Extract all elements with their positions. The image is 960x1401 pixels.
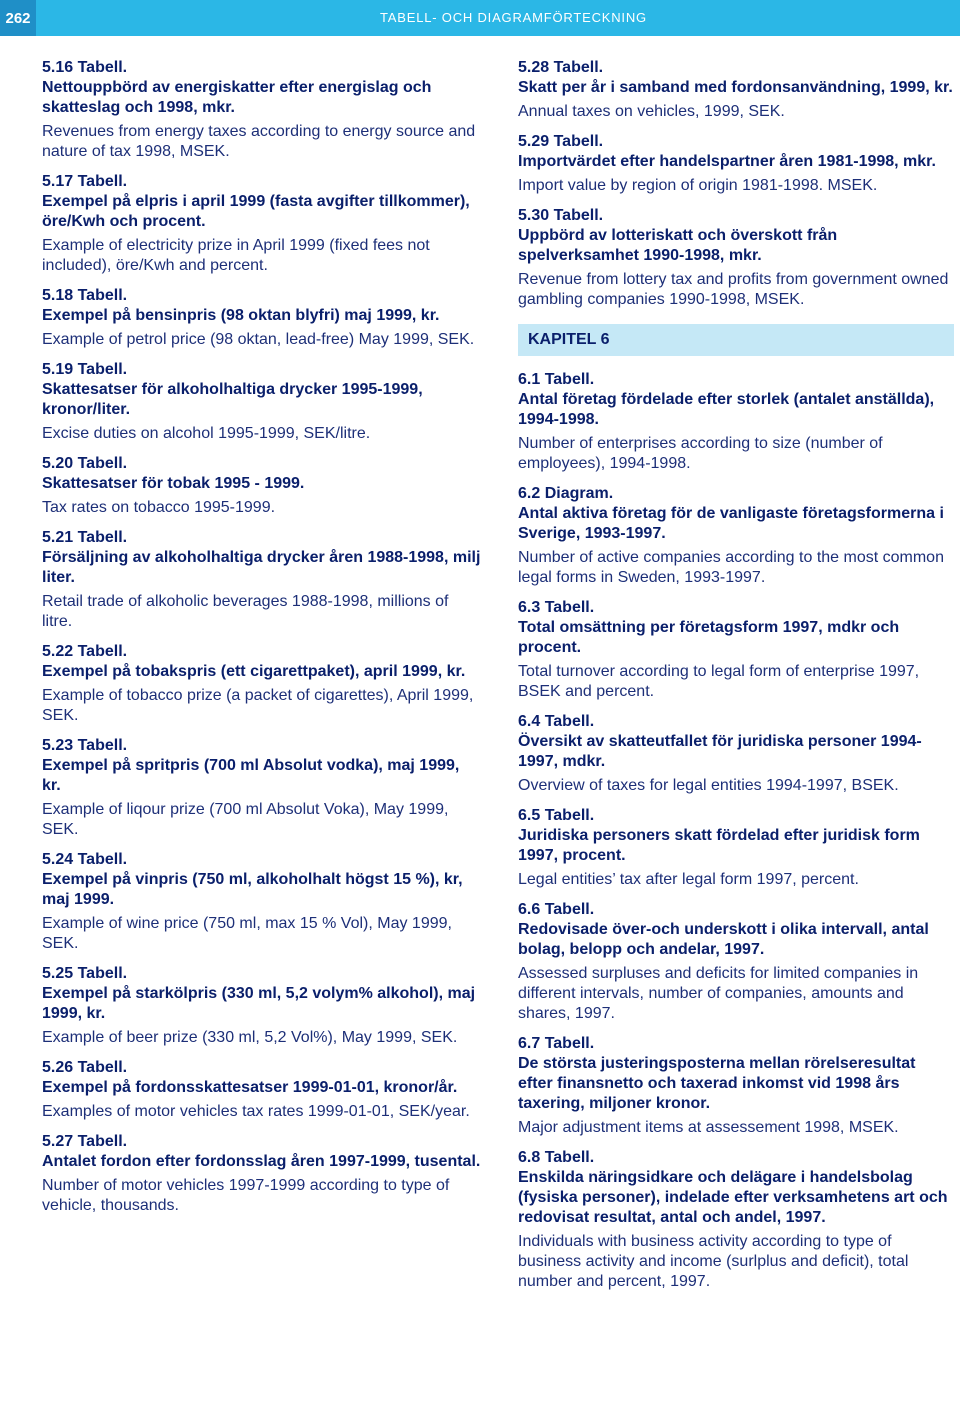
entry-number: 5.20 Tabell.: [42, 455, 128, 472]
entry-title-swedish: Exempel på spritpris (700 ml Absolut vodka), maj 1999, kr.: [42, 757, 460, 794]
entry-title-swedish: Försäljning av alkoholhaltiga drycker åren 1988-1998, milj liter.: [42, 549, 481, 586]
left-column: [42, 58, 482, 1226]
list-item: [518, 484, 954, 588]
entry-number: 5.24 Tabell.: [42, 851, 128, 868]
entry-title-english: Import value by region of origin 1981-1998. MSEK.: [518, 177, 878, 194]
list-item: [518, 370, 954, 474]
entry-title-english: Examples of motor vehicles tax rates 1999-01-01, SEK/year.: [42, 1103, 470, 1120]
entry-title-english: Overview of taxes for legal entities 1994-1997, BSEK.: [518, 777, 899, 794]
entry-title-english: Number of motor vehicles 1997-1999 according to type of vehicle, thousands.: [42, 1177, 450, 1214]
entry-title-english: Example of electricity prize in April 1999 (fixed fees not included), öre/Kwh and percent.: [42, 237, 430, 274]
entry-title-english: Total turnover according to legal form of enterprise 1997, BSEK and percent.: [518, 663, 920, 700]
list-item: [42, 1058, 482, 1122]
list-item: [42, 528, 482, 632]
entry-number: 5.29 Tabell.: [518, 133, 604, 150]
list-item: [518, 132, 954, 196]
entry-number: 6.8 Tabell.: [518, 1149, 595, 1166]
entry-number: 6.1 Tabell.: [518, 371, 595, 388]
entry-number: 5.26 Tabell.: [42, 1059, 128, 1076]
entry-title-swedish: Skattesatser för tobak 1995 - 1999.: [42, 475, 305, 492]
page-number: 262: [0, 0, 36, 36]
entry-number: 5.18 Tabell.: [42, 287, 128, 304]
entry-title-swedish: Redovisade över-och underskott i olika intervall, antal bolag, belopp och andelar, 1997.: [518, 921, 929, 958]
entry-title-english: Individuals with business activity according to type of business activity and income (surlplus and deficit), total number and percent, 1997.: [518, 1233, 909, 1290]
entry-title-swedish: Skattesatser för alkoholhaltiga drycker 1995-1999, kronor/liter.: [42, 381, 423, 418]
entry-number: 5.27 Tabell.: [42, 1133, 128, 1150]
entry-title-english: Example of beer prize (330 ml, 5,2 Vol%), May 1999, SEK.: [42, 1029, 458, 1046]
entry-title-swedish: Nettouppbörd av energiskatter efter energislag och skatteslag och 1998, mkr.: [42, 79, 432, 116]
list-item: [518, 806, 954, 890]
entry-title-english: Major adjustment items at assessement 1998, MSEK.: [518, 1119, 899, 1136]
entry-title-english: Revenues from energy taxes according to energy source and nature of tax 1998, MSEK.: [42, 123, 476, 160]
entry-title-swedish: Översikt av skatteutfallet för juridiska personer 1994-1997, mdkr.: [518, 733, 922, 770]
list-item: [42, 850, 482, 954]
list-item: [518, 598, 954, 702]
entry-number: 5.28 Tabell.: [518, 59, 604, 76]
list-item: [518, 900, 954, 1024]
entry-title-swedish: Uppbörd av lotteriskatt och överskott från spelverksamhet 1990-1998, mkr.: [518, 227, 838, 264]
entry-title-english: Revenue from lottery tax and profits from government owned gambling companies 1990-1998, MSEK.: [518, 271, 949, 308]
entry-number: 5.19 Tabell.: [42, 361, 128, 378]
entry-title-swedish: Antal aktiva företag för de vanligaste företagsformerna i Sverige, 1993-1997.: [518, 505, 944, 542]
list-item: [42, 1132, 482, 1216]
list-item: [42, 58, 482, 162]
entry-title-english: Retail trade of alkoholic beverages 1988-1998, millions of litre.: [42, 593, 449, 630]
entry-number: 5.30 Tabell.: [518, 207, 604, 224]
entry-title-swedish: Exempel på vinpris (750 ml, alkoholhalt högst 15 %), kr, maj 1999.: [42, 871, 463, 908]
entry-title-english: Number of enterprises according to size (number of employees), 1994-1998.: [518, 435, 883, 472]
entry-title-swedish: Antal företag fördelade efter storlek (antalet anställda), 1994-1998.: [518, 391, 935, 428]
entry-title-swedish: Exempel på elpris i april 1999 (fasta avgifter tillkommer), öre/Kwh och procent.: [42, 193, 470, 230]
entry-title-english: Legal entities’ tax after legal form 1997, percent.: [518, 871, 859, 888]
entry-title-swedish: Total omsättning per företagsform 1997, mdkr och procent.: [518, 619, 900, 656]
entry-number: 6.7 Tabell.: [518, 1035, 595, 1052]
entry-number: 6.3 Tabell.: [518, 599, 595, 616]
list-item: [518, 1148, 954, 1292]
entry-number: 5.17 Tabell.: [42, 173, 128, 190]
list-item: [518, 712, 954, 796]
entry-title-english: Example of tobacco prize (a packet of cigarettes), April 1999, SEK.: [42, 687, 474, 724]
list-item: [42, 172, 482, 276]
entry-number: 6.4 Tabell.: [518, 713, 595, 730]
list-item: [42, 360, 482, 444]
entry-title-english: Assessed surpluses and deficits for limited companies in different intervals, number of companies, amounts and shares, 1997.: [518, 965, 919, 1022]
list-item: [42, 736, 482, 840]
entry-title-english: Example of liqour prize (700 ml Absolut Voka), May 1999, SEK.: [42, 801, 449, 838]
entry-title-swedish: Exempel på fordonsskattesatser 1999-01-01, kronor/år.: [42, 1079, 458, 1096]
entry-title-swedish: Exempel på tobakspris (ett cigarettpaket), april 1999, kr.: [42, 663, 466, 680]
list-item: [518, 58, 954, 122]
list-item: [42, 286, 482, 350]
entry-title-english: Number of active companies according to the most common legal forms in Sweden, 1993-1997.: [518, 549, 944, 586]
entry-number: 5.16 Tabell.: [42, 59, 128, 76]
header-title: TABELL- OCH DIAGRAMFÖRTECKNING: [380, 10, 647, 25]
entry-number: 5.21 Tabell.: [42, 529, 128, 546]
entry-title-swedish: Juridiska personers skatt fördelad efter juridisk form 1997, procent.: [518, 827, 920, 864]
list-item: [518, 206, 954, 310]
entry-title-swedish: Skatt per år i samband med fordonsanvändning, 1999, kr.: [518, 79, 953, 96]
chapter-heading: KAPITEL 6: [518, 324, 954, 356]
entry-number: 6.5 Tabell.: [518, 807, 595, 824]
entry-number: 6.6 Tabell.: [518, 901, 595, 918]
right-column: [518, 58, 954, 1302]
list-item: [42, 454, 482, 518]
entry-title-english: Example of petrol price (98 oktan, lead-free) May 1999, SEK.: [42, 331, 475, 348]
list-item: [518, 1034, 954, 1138]
entry-title-swedish: Exempel på starkölpris (330 ml, 5,2 volym% alkohol), maj 1999, kr.: [42, 985, 476, 1022]
entry-number: 6.2 Diagram.: [518, 485, 614, 502]
entry-title-english: Annual taxes on vehicles, 1999, SEK.: [518, 103, 785, 120]
entry-title-swedish: De största justeringsposterna mellan rörelseresultat efter finansnetto och taxerad inkomst vid 1998 års taxering, miljoner kronor.: [518, 1055, 916, 1112]
list-item: [42, 642, 482, 726]
page-header: [0, 0, 960, 36]
entry-title-english: Excise duties on alcohol 1995-1999, SEK/litre.: [42, 425, 371, 442]
entry-title-english: Tax rates on tobacco 1995-1999.: [42, 499, 276, 516]
entry-title-swedish: Enskilda näringsidkare och delägare i handelsbolag (fysiska personer), indelade efter verksamhetens art och redovisat resultat, antal och andel, 1997.: [518, 1169, 948, 1226]
entry-title-swedish: Antalet fordon efter fordonsslag åren 1997-1999, tusental.: [42, 1153, 481, 1170]
entry-title-english: Example of wine price (750 ml, max 15 % Vol), May 1999, SEK.: [42, 915, 452, 952]
entry-title-swedish: Importvärdet efter handelspartner åren 1981-1998, mkr.: [518, 153, 936, 170]
list-item: [42, 964, 482, 1048]
entry-number: 5.25 Tabell.: [42, 965, 128, 982]
entry-title-swedish: Exempel på bensinpris (98 oktan blyfri) maj 1999, kr.: [42, 307, 440, 324]
entry-number: 5.23 Tabell.: [42, 737, 128, 754]
entry-number: 5.22 Tabell.: [42, 643, 128, 660]
